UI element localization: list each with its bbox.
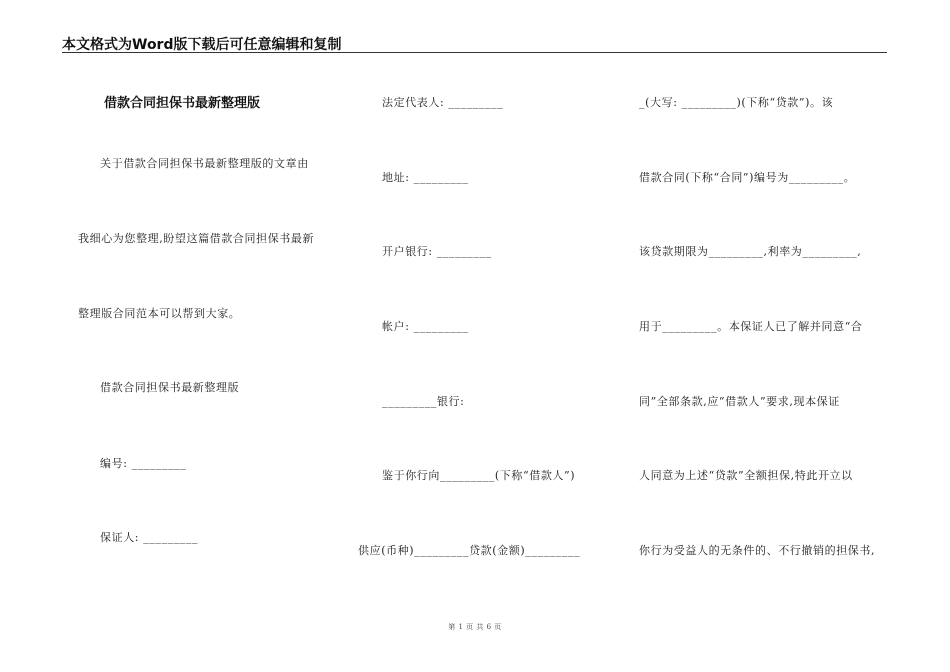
col1-line: 编号: _________ — [100, 457, 187, 470]
col3-line: 用于_________。本保证人已了解并同意“合 — [639, 320, 863, 333]
col3-line: 借款合同(下称“合同”)编号为_________。 — [639, 171, 856, 184]
col2-line: 供应(币种)_________贷款(金额)_________ — [358, 544, 581, 557]
col2-line: 法定代表人: _________ — [382, 96, 504, 109]
col3-line: 你行为受益人的无条件的、不行撤销的担保书, — [639, 544, 876, 557]
col1-line: 我细心为您整理,盼望这篇借款合同担保书最新 — [78, 232, 315, 245]
col2-line: 开户银行: _________ — [382, 245, 492, 258]
document-header-title: 本文格式为Word版下载后可任意编辑和复制 — [62, 37, 342, 53]
document-title: 借款合同担保书最新整理版 — [104, 96, 261, 111]
col1-line: 借款合同担保书最新整理版 — [100, 381, 240, 394]
header-divider — [62, 52, 887, 53]
col2-line: 鉴于你行向_________(下称“借款人”) — [382, 469, 576, 482]
col3-line: 同”全部条款,应“借款人”要求,现本保证 — [639, 395, 840, 408]
col3-line: 人同意为上述“贷款”全额担保,特此开立以 — [639, 469, 853, 482]
page-number-footer: 第 1 页 共 6 页 — [448, 623, 502, 631]
col1-line: 保证人: _________ — [100, 531, 199, 544]
col2-line: 帐户: _________ — [382, 320, 469, 333]
col1-line: 整理版合同范本可以帮到大家。 — [78, 307, 241, 320]
col3-line: 该贷款期限为_________,利率为_________, — [639, 245, 862, 258]
col1-line: 关于借款合同担保书最新整理版的文章由 — [100, 157, 309, 170]
col2-line: 地址: _________ — [382, 171, 469, 184]
col3-line: _(大写: _________)(下称“贷款”)。该 — [639, 96, 834, 109]
col2-line: _________银行: — [382, 395, 465, 408]
